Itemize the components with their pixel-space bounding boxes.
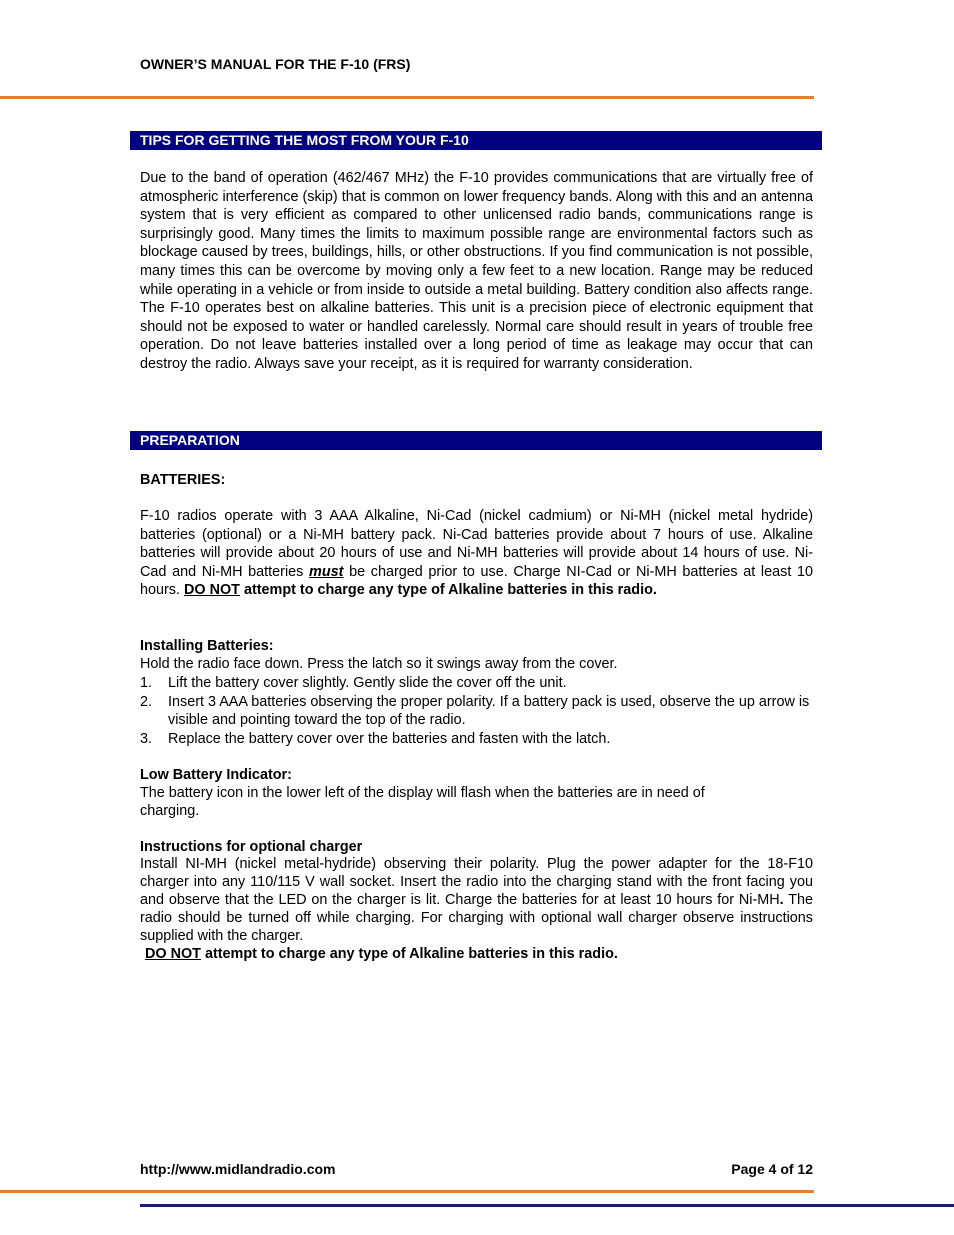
batteries-text-1: F-10 radios operate with 3 AAA Alkaline, Ni-Cad (nickel cadmium) or Ni-MH (nickel metal hydride) batteries (optional) or a Ni-MH battery pack. Ni-Cad batteries provide about 7 hours of use. Alkaline batteries will provide about 20 hours of use and Ni-MH batteries will provide about 14 hours of use. Ni-Cad and Ni-MH batteries [140, 508, 813, 580]
alkaline-warning: attempt to charge any type of Alkaline batteries in this radio. [200, 946, 618, 962]
do-not-warning: DO NOT [145, 946, 201, 962]
low-battery-text: The battery icon in the lower left of the display will flash when the batteries are in need of charging. [140, 785, 705, 819]
step-number: 1. [140, 675, 153, 691]
footer-divider-orange [0, 1190, 814, 1193]
step-text: Insert 3 AAA batteries observing the proper polarity. If a battery pack is used, observe the up arrow is visible and pointing toward the top of the radio. [168, 693, 810, 729]
must-emphasis: must [309, 563, 344, 580]
step-number: 2. [140, 693, 153, 710]
charger-period: . [779, 892, 784, 908]
charger-text-1: Install NI-MH (nickel metal-hydride) observing their polarity. Plug the power adapter for the 18-F10 charger into any 110/115 V wall socket. Insert the radio into the charging stand with the front facing you and observe that the LED on the charger is lit. Charge the batteries for at least 10 hours for Ni-MH [140, 856, 813, 908]
installing-heading: Installing Batteries: [140, 638, 274, 654]
low-battery-heading: Low Battery Indicator: [140, 767, 292, 783]
header-divider [0, 96, 814, 99]
batteries-paragraph [140, 507, 813, 600]
charger-text-2: The radio should be turned off while charging. For charging with optional wall charger observe instructions supplied with the charger. [140, 892, 813, 944]
footer-url-link[interactable]: http://www.midlandradio.com [140, 1161, 336, 1177]
list-item [140, 693, 813, 730]
page-number: Page 4 of 12 [731, 1161, 813, 1177]
do-not-warning: DO NOT [184, 582, 240, 599]
list-item [140, 730, 813, 749]
tips-paragraph: Due to the band of operation (462/467 MHz) the F-10 provides communications that are virtually free of atmospheric interference (skip) that is common on lower frequency bands. Along with this and an antenna system that is very efficient as compared to other unlicensed radio bands, communications range is surprisingly good. Many times the limits to maximum possible range are environmental factors such as blockage caused by trees, buildings, hills, or other obstructions. If you find communication is not possible, many times this can be overcome by moving only a few feet to a new location. Range may be reduced while operating in a vehicle or from inside to outside a metal building. Battery condition also affects range. The F-10 operates best on alkaline batteries. This unit is a precision piece of electronic equipment that should not be exposed to water or handled carelessly. Normal care should result in years of trouble free operation. Do not leave batteries installed over a long period of time as leakage may occur that can destroy the radio. Always save your receipt, as it is required for warranty consideration. [140, 170, 813, 372]
alkaline-warning: attempt to charge any type of Alkaline batteries in this radio. [239, 582, 657, 599]
charger-warning [145, 945, 818, 963]
charger-paragraph [140, 855, 813, 945]
list-item [140, 674, 813, 693]
step-text: Replace the battery cover over the batteries and fasten with the latch. [168, 730, 611, 747]
step-text: Lift the battery cover slightly. Gently slide the cover off the unit. [168, 675, 567, 691]
installing-intro: Hold the radio face down. Press the latch so it swings away from the cover. [140, 656, 618, 672]
footer-divider-navy [140, 1204, 954, 1207]
document-header: OWNER’S MANUAL FOR THE F-10 (FRS) [140, 56, 411, 72]
batteries-text-2: be charged prior to use. Charge NI-Cad or Ni-MH batteries at least 10 hours. [140, 563, 813, 599]
charger-heading: Instructions for optional charger [140, 839, 363, 855]
section-heading-preparation: PREPARATION [130, 431, 822, 450]
batteries-heading: BATTERIES: [140, 472, 226, 488]
step-number: 3. [140, 730, 153, 747]
section-heading-tips: TIPS FOR GETTING THE MOST FROM YOUR F-10 [130, 131, 822, 150]
installing-steps [140, 674, 813, 748]
